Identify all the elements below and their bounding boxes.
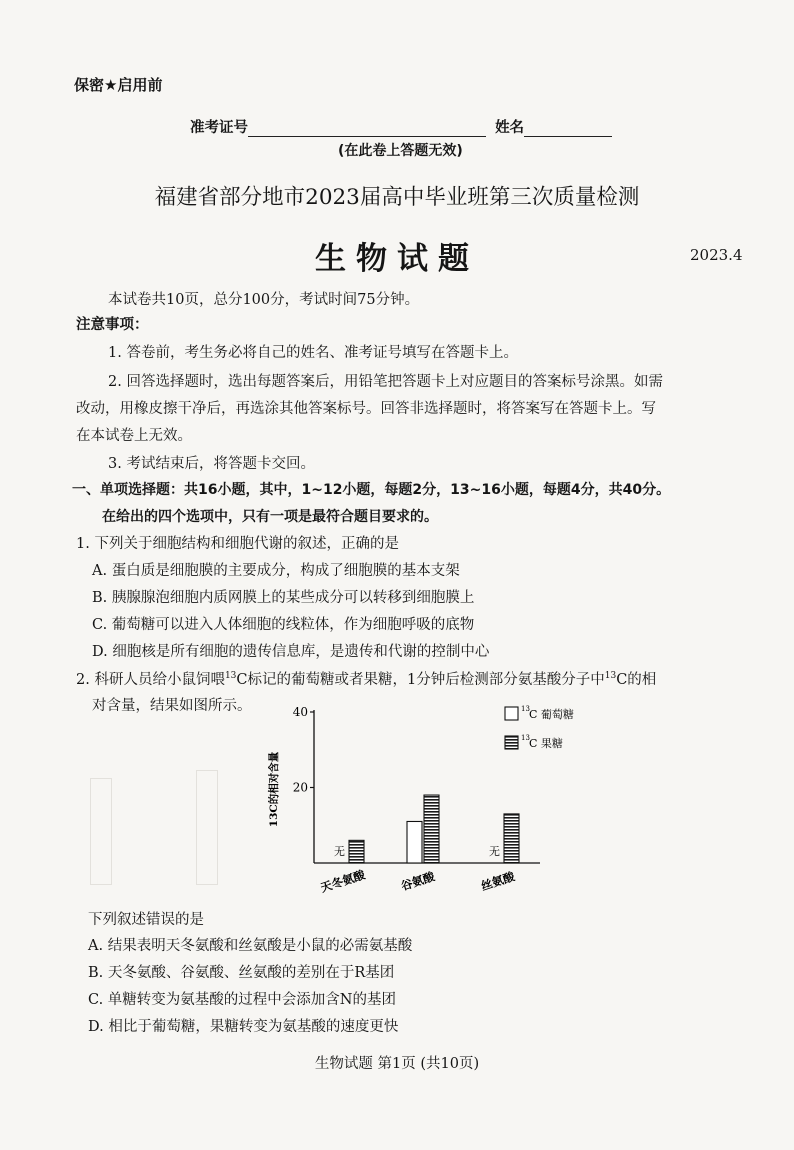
note-2-line-3: 在本试卷上无效。: [76, 428, 192, 444]
q1-option-a: A. 蛋白质是细胞膜的主要成分，构成了细胞膜的基本支架: [92, 563, 460, 579]
bar-fructose: [424, 795, 439, 863]
invalid-note: (在此卷上答题无效): [338, 143, 463, 159]
exam-date: 2023.4: [690, 246, 743, 264]
q1-stem: 1. 下列关于细胞结构和细胞代谢的叙述，正确的是: [76, 536, 399, 552]
legend-swatch-fructose: [505, 736, 518, 749]
bar-glucose: [407, 821, 422, 863]
q2-option-c: C. 单糖转变为氨基酸的过程中会添加含N的基团: [88, 992, 396, 1008]
note-3: 3. 考试结束后，将答题卡交回。: [108, 456, 315, 472]
confidential-label: 保密★启用前: [74, 76, 163, 94]
q2-sub-question: 下列叙述错误的是: [88, 912, 204, 928]
bar-fructose: [504, 814, 519, 863]
bleed-artifact-2: [196, 770, 218, 885]
section-heading-line-2: 在给出的四个选项中，只有一项是最符合题目要求的。: [102, 509, 438, 525]
note-2-line-2: 改动，用橡皮擦干净后，再选涂其他答案标号。回答非选择题时，将答案写在答题卡上。写: [76, 401, 656, 417]
name-blank: [524, 122, 612, 137]
legend-label-glucose: C 葡萄糖: [529, 708, 574, 721]
subject-title: 生物试题: [315, 241, 479, 277]
exam-id-label: 准考证号: [190, 120, 248, 136]
section-heading-line-1: 一、单项选择题：共16小题，其中，1~12小题，每题2分，13~16小题，每题4分，共40分。: [72, 482, 671, 498]
exam-title: 福建省部分地市2023届高中毕业班第三次质量检测: [154, 185, 640, 210]
y-tick-label: 40: [292, 705, 308, 719]
x-category-label: 天冬氨酸: [318, 867, 367, 895]
bar-glucose-missing-label: 无: [489, 845, 500, 858]
legend-superscript: 13: [521, 734, 530, 742]
y-axis-label: 13C的相对含量: [268, 751, 280, 828]
note-1: 1. 答卷前，考生务必将自己的姓名、准考证号填写在答题卡上。: [108, 345, 518, 361]
legend-swatch-glucose: [505, 707, 518, 720]
legend-superscript: 13: [521, 705, 530, 713]
exam-summary: 本试卷共10页，总分100分，考试时间75分钟。: [108, 292, 420, 308]
q1-option-d: D. 细胞核是所有细胞的遗传信息库，是遗传和代谢的控制中心: [92, 644, 490, 660]
amino-acid-chart: [250, 700, 574, 900]
bar-fructose: [349, 840, 364, 863]
note-2-line-1: 2. 回答选择题时，选出每题答案后，用铅笔把答题卡上对应题目的答案标号涂黑。如需: [108, 374, 663, 390]
exam-id-field: [190, 116, 612, 137]
legend-label-fructose: C 果糖: [529, 737, 563, 750]
page-footer: 生物试题 第1页 (共10页): [314, 1056, 480, 1072]
q2-option-b: B. 天冬氨酸、谷氨酸、丝氨酸的差别在于R基团: [88, 965, 395, 981]
notes-heading: 注意事项：: [76, 317, 149, 333]
x-category-label: 丝氨酸: [479, 869, 517, 894]
q2-option-d: D. 相比于葡萄糖，果糖转变为氨基酸的速度更快: [88, 1019, 399, 1035]
bleed-artifact-1: [90, 778, 112, 885]
name-label: 姓名: [495, 120, 525, 136]
q2-option-a: A. 结果表明天冬氨酸和丝氨酸是小鼠的必需氨基酸: [88, 938, 413, 954]
y-tick-label: 20: [292, 780, 308, 795]
x-category-label: 谷氨酸: [399, 869, 437, 894]
q1-option-c: C. 葡萄糖可以进入人体细胞的线粒体，作为细胞呼吸的底物: [92, 617, 475, 633]
bar-glucose-missing-label: 无: [334, 845, 345, 858]
q2-stem-line-2: 对含量，结果如图所示。: [92, 698, 252, 714]
q1-option-b: B. 胰腺腺泡细胞内质网膜上的某些成分可以转移到细胞膜上: [92, 590, 475, 606]
q2-stem: 2. 科研人员给小鼠饲喂$^{13}$C标记的葡萄糖或者果糖，1分钟后检测部分氨基酸分子中$^{13}$C的相: [76, 671, 657, 688]
exam-id-blank: [248, 122, 486, 137]
